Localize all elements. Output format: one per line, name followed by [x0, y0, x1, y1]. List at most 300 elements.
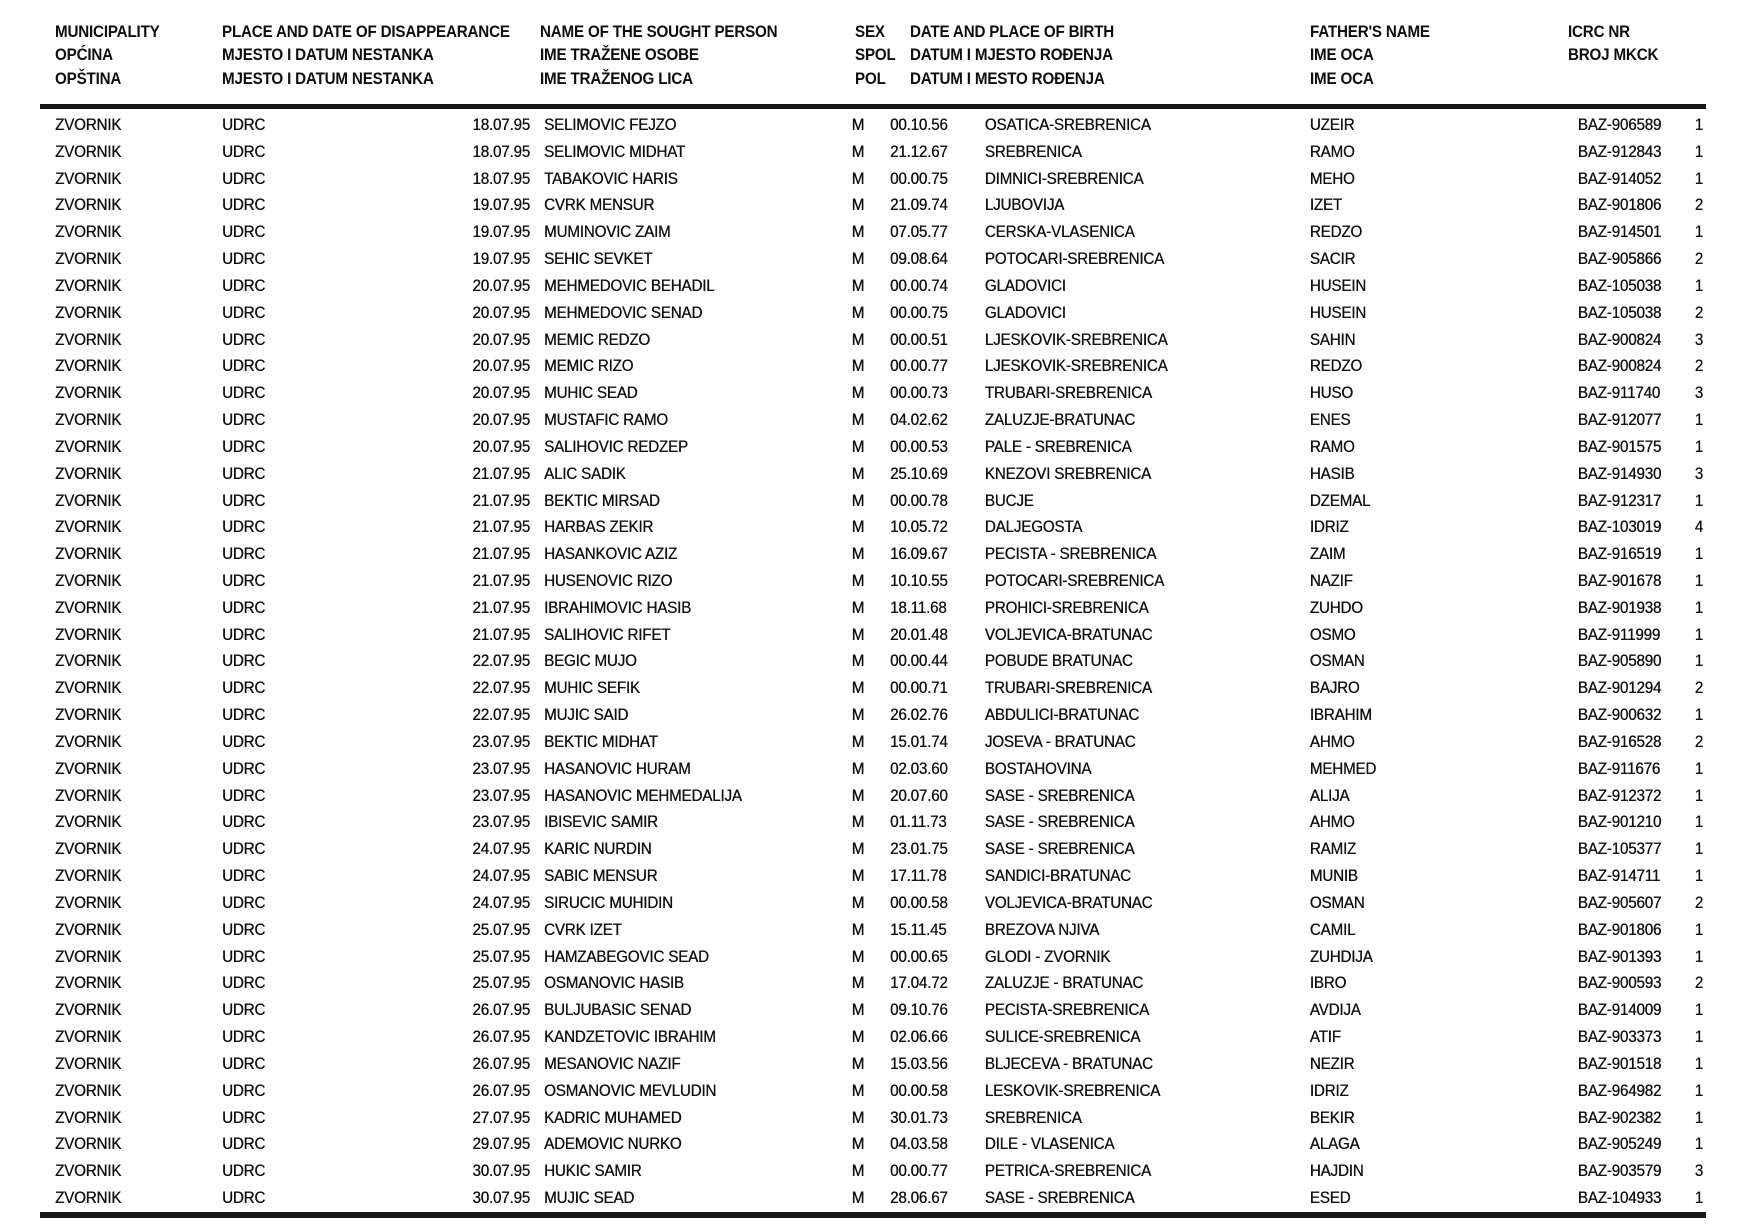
disappearance-date-cell: 27.07.95	[472, 1108, 530, 1127]
disappearance-place-cell: UDRC	[222, 115, 266, 134]
disappearance-place-cell: UDRC	[222, 464, 266, 483]
disappearance-place-cell: UDRC	[222, 786, 266, 805]
person-name-cell: CVRK MENSUR	[544, 196, 655, 215]
sex-cell: M	[851, 625, 865, 644]
sex-cell: M	[851, 920, 865, 939]
table-row	[0, 568, 1744, 595]
table-row	[0, 1024, 1744, 1051]
table-row	[0, 622, 1744, 649]
birth-place-cell: BOSTAHOVINA	[984, 759, 1092, 778]
icrc-suffix-cell: 2	[1694, 303, 1703, 322]
father-name-cell: CAMIL	[1309, 920, 1356, 939]
disappearance-place-cell: UDRC	[222, 840, 266, 859]
municipality-cell: ZVORNIK	[55, 1001, 122, 1020]
municipality-cell: ZVORNIK	[55, 115, 122, 134]
col-header-sought-person	[540, 21, 777, 91]
table-row	[0, 407, 1744, 434]
birth-date-cell: 25.10.69	[890, 464, 948, 483]
icrc-number-cell: BAZ-901210	[1577, 813, 1662, 832]
birth-place-cell: BLJECEVA - BRATUNAC	[984, 1054, 1153, 1073]
municipality-cell: ZVORNIK	[55, 1108, 122, 1127]
birth-place-cell: DALJEGOSTA	[984, 518, 1083, 537]
municipality-cell: ZVORNIK	[55, 947, 122, 966]
disappearance-place-cell: UDRC	[222, 813, 266, 832]
col-header-icrc-nr	[1568, 21, 1658, 68]
disappearance-date-cell: 21.07.95	[472, 571, 530, 590]
father-name-cell: RAMO	[1309, 437, 1355, 456]
table-row	[0, 166, 1744, 193]
birth-date-cell: 00.00.44	[890, 652, 948, 671]
disappearance-date-cell: 20.07.95	[472, 411, 530, 430]
col-header-line: BROJ MKCK	[1568, 46, 1659, 65]
col-header-sex	[855, 21, 896, 91]
disappearance-date-cell: 26.07.95	[472, 1054, 530, 1073]
col-header-line: FATHER'S NAME	[1310, 23, 1430, 41]
disappearance-date-cell: 23.07.95	[472, 759, 530, 778]
icrc-suffix-cell: 2	[1694, 893, 1703, 912]
birth-date-cell: 26.02.76	[890, 706, 948, 725]
person-name-cell: SEHIC SEVKET	[544, 250, 653, 269]
municipality-cell: ZVORNIK	[55, 196, 122, 215]
birth-date-cell: 00.00.71	[890, 679, 948, 698]
icrc-number-cell: BAZ-104933	[1577, 1189, 1662, 1208]
birth-place-cell: SASE - SREBRENICA	[984, 840, 1135, 859]
birth-place-cell: VOLJEVICA-BRATUNAC	[984, 893, 1153, 912]
birth-place-cell: TRUBARI-SREBRENICA	[984, 679, 1152, 698]
birth-place-cell: POTOCARI-SREBRENICA	[984, 571, 1165, 590]
father-name-cell: REDZO	[1309, 357, 1362, 376]
icrc-number-cell: BAZ-105377	[1577, 840, 1662, 859]
disappearance-date-cell: 20.07.95	[472, 437, 530, 456]
icrc-suffix-cell: 2	[1694, 250, 1703, 269]
father-name-cell: HASIB	[1309, 464, 1355, 483]
icrc-number-cell: BAZ-906589	[1577, 115, 1662, 134]
birth-date-cell: 20.01.48	[890, 625, 948, 644]
person-name-cell: MEMIC REDZO	[544, 330, 650, 349]
birth-place-cell: LESKOVIK-SREBRENICA	[984, 1081, 1161, 1100]
sex-cell: M	[851, 679, 865, 698]
birth-place-cell: GLADOVICI	[984, 303, 1066, 322]
municipality-cell: ZVORNIK	[55, 1081, 122, 1100]
icrc-number-cell: BAZ-903579	[1577, 1162, 1662, 1181]
birth-place-cell: OSATICA-SREBRENICA	[984, 115, 1151, 134]
birth-date-cell: 30.01.73	[890, 1108, 948, 1127]
disappearance-date-cell: 21.07.95	[472, 545, 530, 564]
father-name-cell: MUNIB	[1309, 867, 1358, 886]
birth-date-cell: 23.01.75	[890, 840, 948, 859]
sex-cell: M	[851, 1081, 865, 1100]
father-name-cell: IBRAHIM	[1309, 706, 1372, 725]
municipality-cell: ZVORNIK	[55, 1189, 122, 1208]
sex-cell: M	[851, 303, 865, 322]
disappearance-place-cell: UDRC	[222, 223, 266, 242]
father-name-cell: ZUHDIJA	[1309, 947, 1373, 966]
icrc-number-cell: BAZ-901806	[1577, 196, 1662, 215]
icrc-suffix-cell: 1	[1694, 625, 1703, 644]
disappearance-place-cell: UDRC	[222, 1135, 266, 1154]
disappearance-place-cell: UDRC	[222, 1108, 266, 1127]
disappearance-date-cell: 26.07.95	[472, 1081, 530, 1100]
father-name-cell: AHMO	[1309, 732, 1355, 751]
col-header-line: OPĆINA	[55, 46, 113, 65]
sex-cell: M	[851, 1162, 865, 1181]
municipality-cell: ZVORNIK	[55, 759, 122, 778]
disappearance-place-cell: UDRC	[222, 759, 266, 778]
father-name-cell: HUSEIN	[1309, 276, 1367, 295]
municipality-cell: ZVORNIK	[55, 920, 122, 939]
birth-place-cell: DILE - VLASENICA	[984, 1135, 1115, 1154]
birth-place-cell: VOLJEVICA-BRATUNAC	[984, 625, 1153, 644]
father-name-cell: HUSEIN	[1309, 303, 1367, 322]
birth-date-cell: 00.00.73	[890, 384, 948, 403]
person-name-cell: SELIMOVIC FEJZO	[544, 115, 677, 134]
birth-place-cell: SREBRENICA	[984, 142, 1082, 161]
icrc-suffix-cell: 1	[1694, 1028, 1703, 1047]
footer-divider-rule	[40, 1212, 1706, 1218]
table-row	[0, 836, 1744, 863]
birth-date-cell: 00.00.75	[890, 169, 948, 188]
header-divider-rule	[40, 104, 1706, 109]
person-name-cell: HASANKOVIC AZIZ	[544, 545, 678, 564]
sex-cell: M	[851, 276, 865, 295]
birth-date-cell: 00.00.53	[890, 437, 948, 456]
person-name-cell: HUKIC SAMIR	[544, 1162, 642, 1181]
col-header-line: IME TRAŽENE OSOBE	[540, 46, 699, 65]
municipality-cell: ZVORNIK	[55, 303, 122, 322]
disappearance-date-cell: 18.07.95	[472, 169, 530, 188]
disappearance-place-cell: UDRC	[222, 303, 266, 322]
col-header-line: MJESTO I DATUM NESTANKA	[222, 69, 434, 88]
col-header-line: IME TRAŽENOG LICA	[540, 69, 693, 88]
icrc-suffix-cell: 1	[1694, 571, 1703, 590]
icrc-suffix-cell: 1	[1694, 545, 1703, 564]
municipality-cell: ZVORNIK	[55, 518, 122, 537]
icrc-suffix-cell: 1	[1694, 115, 1703, 134]
icrc-number-cell: BAZ-900632	[1577, 706, 1662, 725]
father-name-cell: ATIF	[1309, 1028, 1341, 1047]
person-name-cell: MEHMEDOVIC BEHADIL	[544, 276, 715, 295]
sex-cell: M	[851, 545, 865, 564]
father-name-cell: NAZIF	[1309, 571, 1353, 590]
person-name-cell: HUSENOVIC RIZO	[544, 571, 673, 590]
person-name-cell: SIRUCIC MUHIDIN	[544, 893, 673, 912]
municipality-cell: ZVORNIK	[55, 357, 122, 376]
municipality-cell: ZVORNIK	[55, 867, 122, 886]
disappearance-place-cell: UDRC	[222, 598, 266, 617]
municipality-cell: ZVORNIK	[55, 491, 122, 510]
person-name-cell: MUHIC SEFIK	[544, 679, 640, 698]
icrc-suffix-cell: 4	[1694, 518, 1703, 537]
table-row	[0, 112, 1744, 139]
sex-cell: M	[851, 518, 865, 537]
sex-cell: M	[851, 1028, 865, 1047]
disappearance-date-cell: 26.07.95	[472, 1028, 530, 1047]
table-row	[0, 944, 1744, 971]
icrc-suffix-cell: 1	[1694, 169, 1703, 188]
icrc-suffix-cell: 1	[1694, 437, 1703, 456]
icrc-suffix-cell: 1	[1694, 598, 1703, 617]
father-name-cell: ZAIM	[1309, 545, 1346, 564]
disappearance-place-cell: UDRC	[222, 652, 266, 671]
col-header-line: MUNICIPALITY	[55, 23, 160, 41]
disappearance-place-cell: UDRC	[222, 196, 266, 215]
disappearance-place-cell: UDRC	[222, 625, 266, 644]
disappearance-place-cell: UDRC	[222, 491, 266, 510]
disappearance-date-cell: 25.07.95	[472, 947, 530, 966]
disappearance-date-cell: 24.07.95	[472, 867, 530, 886]
municipality-cell: ZVORNIK	[55, 384, 122, 403]
icrc-number-cell: BAZ-900824	[1577, 330, 1662, 349]
disappearance-place-cell: UDRC	[222, 706, 266, 725]
father-name-cell: ENES	[1309, 411, 1351, 430]
icrc-suffix-cell: 3	[1694, 384, 1703, 403]
disappearance-place-cell: UDRC	[222, 1189, 266, 1208]
icrc-number-cell: BAZ-912843	[1577, 142, 1662, 161]
disappearance-date-cell: 18.07.95	[472, 115, 530, 134]
municipality-cell: ZVORNIK	[55, 974, 122, 993]
disappearance-date-cell: 19.07.95	[472, 223, 530, 242]
disappearance-place-cell: UDRC	[222, 330, 266, 349]
disappearance-place-cell: UDRC	[222, 1001, 266, 1020]
disappearance-date-cell: 29.07.95	[472, 1135, 530, 1154]
sex-cell: M	[851, 1001, 865, 1020]
icrc-number-cell: BAZ-911676	[1577, 759, 1661, 778]
icrc-suffix-cell: 1	[1694, 1108, 1703, 1127]
birth-date-cell: 15.01.74	[890, 732, 948, 751]
municipality-cell: ZVORNIK	[55, 706, 122, 725]
sex-cell: M	[851, 437, 865, 456]
person-name-cell: TABAKOVIC HARIS	[544, 169, 678, 188]
col-header-line: MJESTO I DATUM NESTANKA	[222, 46, 434, 65]
father-name-cell: IDRIZ	[1309, 518, 1349, 537]
sex-cell: M	[851, 357, 865, 376]
father-name-cell: OSMAN	[1309, 893, 1365, 912]
icrc-number-cell: BAZ-903373	[1577, 1028, 1662, 1047]
icrc-suffix-cell: 2	[1694, 196, 1703, 215]
table-row	[0, 1078, 1744, 1105]
disappearance-place-cell: UDRC	[222, 1081, 266, 1100]
icrc-number-cell: BAZ-901806	[1577, 920, 1662, 939]
sex-cell: M	[851, 813, 865, 832]
disappearance-date-cell: 20.07.95	[472, 330, 530, 349]
father-name-cell: OSMAN	[1309, 652, 1365, 671]
municipality-cell: ZVORNIK	[55, 598, 122, 617]
father-name-cell: IDRIZ	[1309, 1081, 1349, 1100]
icrc-number-cell: BAZ-911999	[1577, 625, 1661, 644]
icrc-number-cell: BAZ-916519	[1577, 545, 1662, 564]
birth-date-cell: 00.00.75	[890, 303, 948, 322]
disappearance-date-cell: 22.07.95	[472, 679, 530, 698]
birth-date-cell: 04.03.58	[890, 1135, 948, 1154]
person-name-cell: MUMINOVIC ZAIM	[544, 223, 671, 242]
birth-place-cell: SULICE-SREBRENICA	[984, 1028, 1141, 1047]
birth-place-cell: BREZOVA NJIVA	[984, 920, 1100, 939]
icrc-suffix-cell: 1	[1694, 813, 1703, 832]
disappearance-date-cell: 18.07.95	[472, 142, 530, 161]
table-row	[0, 1051, 1744, 1078]
table-row	[0, 246, 1744, 273]
municipality-cell: ZVORNIK	[55, 571, 122, 590]
birth-place-cell: PALE - SREBRENICA	[984, 437, 1132, 456]
icrc-suffix-cell: 1	[1694, 652, 1703, 671]
disappearance-date-cell: 23.07.95	[472, 813, 530, 832]
birth-date-cell: 04.02.62	[890, 411, 948, 430]
disappearance-date-cell: 30.07.95	[472, 1189, 530, 1208]
person-name-cell: ADEMOVIC NURKO	[544, 1135, 682, 1154]
col-header-line: OPŠTINA	[55, 69, 122, 88]
person-name-cell: MUSTAFIC RAMO	[544, 411, 668, 430]
icrc-suffix-cell: 1	[1694, 920, 1703, 939]
col-header-birth	[910, 21, 1114, 91]
birth-date-cell: 16.09.67	[890, 545, 948, 564]
icrc-number-cell: BAZ-905866	[1577, 250, 1662, 269]
icrc-suffix-cell: 1	[1694, 1001, 1703, 1020]
municipality-cell: ZVORNIK	[55, 1054, 122, 1073]
birth-place-cell: KNEZOVI SREBRENICA	[984, 464, 1152, 483]
person-name-cell: MESANOVIC NAZIF	[544, 1054, 681, 1073]
birth-place-cell: GLADOVICI	[984, 276, 1066, 295]
birth-place-cell: CERSKA-VLASENICA	[984, 223, 1135, 242]
sex-cell: M	[851, 1189, 865, 1208]
disappearance-date-cell: 25.07.95	[472, 974, 530, 993]
birth-place-cell: PROHICI-SREBRENICA	[984, 598, 1149, 617]
table-row	[0, 327, 1744, 354]
disappearance-date-cell: 20.07.95	[472, 384, 530, 403]
table-row	[0, 971, 1744, 998]
icrc-number-cell: BAZ-900824	[1577, 357, 1662, 376]
sex-cell: M	[851, 840, 865, 859]
birth-date-cell: 09.10.76	[890, 1001, 948, 1020]
icrc-suffix-cell: 3	[1694, 330, 1703, 349]
sex-cell: M	[851, 759, 865, 778]
sex-cell: M	[851, 169, 865, 188]
person-name-cell: BEKTIC MIRSAD	[544, 491, 660, 510]
birth-date-cell: 10.10.55	[890, 571, 948, 590]
table-row	[0, 729, 1744, 756]
father-name-cell: RAMO	[1309, 142, 1355, 161]
father-name-cell: RAMIZ	[1309, 840, 1357, 859]
disappearance-date-cell: 26.07.95	[472, 1001, 530, 1020]
sex-cell: M	[851, 786, 865, 805]
person-name-cell: KADRIC MUHAMED	[544, 1108, 682, 1127]
person-name-cell: KARIC NURDIN	[544, 840, 652, 859]
birth-date-cell: 00.00.77	[890, 1162, 948, 1181]
birth-date-cell: 01.11.73	[890, 813, 947, 832]
municipality-cell: ZVORNIK	[55, 411, 122, 430]
disappearance-place-cell: UDRC	[222, 357, 266, 376]
municipality-cell: ZVORNIK	[55, 732, 122, 751]
birth-date-cell: 00.00.78	[890, 491, 948, 510]
table-row	[0, 810, 1744, 837]
sex-cell: M	[851, 1108, 865, 1127]
icrc-suffix-cell: 1	[1694, 491, 1703, 510]
sex-cell: M	[851, 491, 865, 510]
disappearance-date-cell: 21.07.95	[472, 598, 530, 617]
person-name-cell: OSMANOVIC MEVLUDIN	[544, 1081, 717, 1100]
sex-cell: M	[851, 223, 865, 242]
table-row	[0, 675, 1744, 702]
person-name-cell: BEGIC MUJO	[544, 652, 637, 671]
icrc-number-cell: BAZ-901938	[1577, 598, 1662, 617]
person-name-cell: SALIHOVIC RIFET	[544, 625, 671, 644]
col-header-line: SPOL	[855, 46, 896, 65]
icrc-number-cell: BAZ-905607	[1577, 893, 1662, 912]
father-name-cell: BEKIR	[1309, 1108, 1355, 1127]
birth-place-cell: TRUBARI-SREBRENICA	[984, 384, 1152, 403]
sex-cell: M	[851, 1054, 865, 1073]
birth-place-cell: SASE - SREBRENICA	[984, 813, 1135, 832]
icrc-suffix-cell: 1	[1694, 840, 1703, 859]
birth-date-cell: 00.00.74	[890, 276, 948, 295]
birth-date-cell: 00.10.56	[890, 115, 948, 134]
table-row	[0, 380, 1744, 407]
icrc-suffix-cell: 1	[1694, 276, 1703, 295]
municipality-cell: ZVORNIK	[55, 330, 122, 349]
icrc-number-cell: BAZ-901678	[1577, 571, 1662, 590]
icrc-number-cell: BAZ-905249	[1577, 1135, 1662, 1154]
table-row	[0, 514, 1744, 541]
municipality-cell: ZVORNIK	[55, 437, 122, 456]
icrc-suffix-cell: 1	[1694, 1189, 1703, 1208]
birth-date-cell: 20.07.60	[890, 786, 948, 805]
icrc-number-cell: BAZ-901518	[1577, 1054, 1662, 1073]
icrc-suffix-cell: 2	[1694, 357, 1703, 376]
birth-date-cell: 00.00.58	[890, 893, 948, 912]
municipality-cell: ZVORNIK	[55, 786, 122, 805]
col-header-line: PLACE AND DATE OF DISAPPEARANCE	[222, 23, 510, 41]
father-name-cell: ZUHDO	[1309, 598, 1363, 617]
icrc-suffix-cell: 3	[1694, 1162, 1703, 1181]
icrc-suffix-cell: 1	[1694, 786, 1703, 805]
icrc-number-cell: BAZ-916528	[1577, 732, 1662, 751]
disappearance-date-cell: 20.07.95	[472, 303, 530, 322]
birth-date-cell: 02.03.60	[890, 759, 948, 778]
disappearance-place-cell: UDRC	[222, 437, 266, 456]
sex-cell: M	[851, 196, 865, 215]
col-header-line: ICRC NR	[1568, 23, 1630, 41]
disappearance-date-cell: 23.07.95	[472, 732, 530, 751]
icrc-suffix-cell: 1	[1694, 142, 1703, 161]
father-name-cell: UZEIR	[1309, 115, 1355, 134]
table-row	[0, 1105, 1744, 1132]
person-name-cell: MEMIC RIZO	[544, 357, 634, 376]
table-row	[0, 649, 1744, 676]
disappearance-place-cell: UDRC	[222, 411, 266, 430]
birth-date-cell: 15.11.45	[890, 920, 947, 939]
icrc-suffix-cell: 1	[1694, 1054, 1703, 1073]
disappearance-date-cell: 20.07.95	[472, 357, 530, 376]
person-name-cell: SELIMOVIC MIDHAT	[544, 142, 686, 161]
father-name-cell: ALAGA	[1309, 1135, 1360, 1154]
icrc-suffix-cell: 3	[1694, 464, 1703, 483]
birth-place-cell: ZALUZJE-BRATUNAC	[984, 411, 1136, 430]
col-header-disappearance	[222, 21, 510, 91]
table-row	[0, 192, 1744, 219]
person-name-cell: HAMZABEGOVIC SEAD	[544, 947, 709, 966]
municipality-cell: ZVORNIK	[55, 223, 122, 242]
disappearance-date-cell: 24.07.95	[472, 893, 530, 912]
col-header-line: DATUM I MESTO ROĐENJA	[910, 69, 1105, 88]
person-name-cell: HARBAS ZEKIR	[544, 518, 654, 537]
municipality-cell: ZVORNIK	[55, 142, 122, 161]
birth-date-cell: 02.06.66	[890, 1028, 948, 1047]
father-name-cell: OSMO	[1309, 625, 1356, 644]
table-row	[0, 702, 1744, 729]
icrc-suffix-cell: 2	[1694, 679, 1703, 698]
father-name-cell: AVDIJA	[1309, 1001, 1361, 1020]
table-row	[0, 890, 1744, 917]
father-name-cell: DZEMAL	[1309, 491, 1371, 510]
